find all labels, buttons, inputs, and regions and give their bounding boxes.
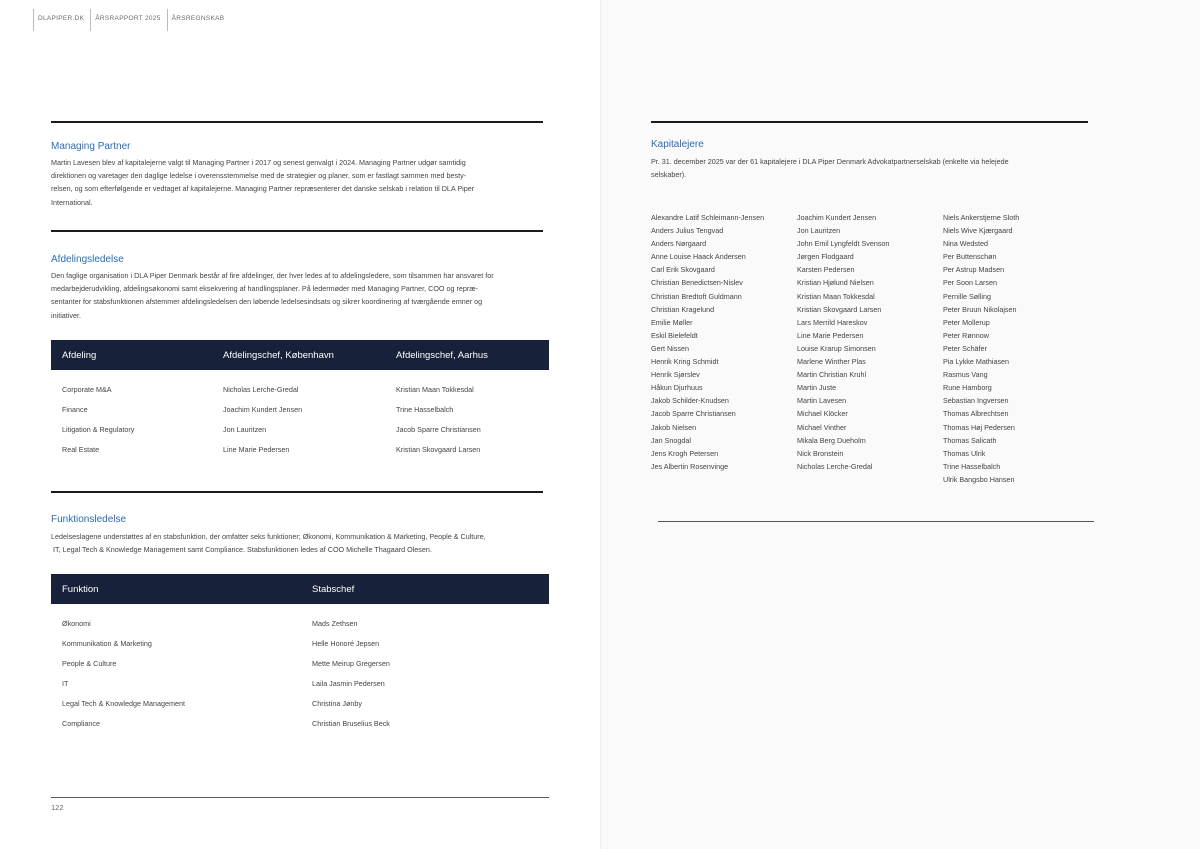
kapitalejer-name: Håkun Djurhuus — [651, 383, 703, 393]
kapitalejer-name: Martin Christian Kruhl — [797, 370, 867, 380]
kapitalejer-name: Rune Hamborg — [943, 383, 992, 393]
column-header: Afdelingschef, Aarhus — [396, 349, 488, 361]
kapitalejer-name: Jan Snogdal — [651, 435, 691, 445]
table-row: Finance Joachim Kundert Jensen Trine Hasselbalch — [62, 404, 454, 414]
table-row: Økonomi Mads Zethsen — [62, 618, 358, 628]
section-divider — [51, 121, 543, 123]
kapitalejer-name: Christian Benedictsen-Nislev — [651, 278, 743, 288]
kapitalejere-column — [943, 211, 1089, 486]
kapitalejer-name: Mikala Berg Dueholm — [797, 435, 866, 445]
kapitalejer-name: Line Marie Pedersen — [797, 330, 864, 340]
kapitalejer-name: Kristian Skovgaard Larsen — [797, 304, 882, 314]
kapitalejer-name: Kristian Maan Tokkesdal — [797, 291, 875, 301]
kapitalejer-name: Emilie Møller — [651, 317, 693, 327]
kapitalejer-name: Niels Wive Kjærgaard — [943, 226, 1013, 236]
kapitalejer-name: Peter Mollerup — [943, 317, 990, 327]
kapitalejer-name: Eskil Bielefeldt — [651, 330, 698, 340]
table-row: People & Culture Mette Meirup Gregersen — [62, 658, 390, 668]
kapitalejer-name: Michael Vinther — [797, 422, 847, 432]
table-row: Corporate M&A Nicholas Lerche-Gredal Kristian Maan Tokkesdal — [62, 384, 474, 394]
managing-partner-heading: Managing Partner — [51, 141, 131, 152]
kapitalejer-name: Martin Lavesen — [797, 396, 847, 406]
kapitalejer-name: Sebastian Ingversen — [943, 396, 1009, 406]
kapitalejere-column — [651, 211, 797, 486]
funktion-table — [51, 574, 549, 733]
page-number: 122 — [51, 803, 64, 812]
kapitalejer-name: Lars Merrild Hareskov — [797, 317, 868, 327]
kapitalejer-name: Per Astrup Madsen — [943, 265, 1005, 275]
footer-divider — [51, 797, 549, 798]
kapitalejer-name: Kristian Hjølund Nielsen — [797, 278, 874, 288]
afdelingsledelse-text: Den faglige organisation i DLA Piper Denmark består af fire afdelinger, der hver ledes af to afdelingsledere, som tilsammen har ansvaret for medarbejderudvikling, afdelingsøkonomi samt eksekvering af handlingsplaner. På ledermøder med Managing Partner, COO og repræ- sentanter for stabsfunktionen afstemmer afdelingsledelsen den løbende ledelsesindsats og sikrer koordinering af tværgående emner og initiativer. — [51, 271, 494, 320]
kapitalejer-name: Michael Klöcker — [797, 409, 848, 419]
afdeling-table — [51, 340, 549, 459]
table-row: Legal Tech & Knowledge Management Christina Jønby — [62, 698, 362, 708]
funktionsledelse-text: Ledelseslagene understøttes af en stabsfunktion, der omfatter seks funktioner; Økonomi, Kommunikation & Marketing, People & Culture, IT, Legal Tech & Knowledge Management samt Compliance. Stabsfunktionen ledes af COO Michelle Thagaard Olesen. — [51, 532, 486, 555]
kapitalejer-name: Karsten Pedersen — [797, 265, 855, 275]
kapitalejer-name: Ulrik Bangsbo Hansen — [943, 474, 1015, 484]
kapitalejere-column — [797, 211, 943, 486]
section-divider — [51, 491, 543, 493]
kapitalejer-name: Jens Krogh Petersen — [651, 448, 719, 458]
kapitalejer-name: Peter Rønnow — [943, 330, 989, 340]
kapitalejer-name: Nicholas Lerche-Gredal — [797, 461, 873, 471]
kapitalejer-name: Trine Hasselbalch — [943, 461, 1001, 471]
kapitalejer-name: Per Soon Larsen — [943, 278, 997, 288]
table-header — [51, 340, 549, 370]
section-divider — [658, 521, 1094, 522]
kapitalejer-name: Louise Krarup Simonsen — [797, 343, 876, 353]
kapitalejer-name: Jes Albertin Rosenvinge — [651, 461, 729, 471]
column-header: Afdelingschef, København — [223, 349, 334, 361]
kapitalejer-name: Christian Bredtoft Guldmann — [651, 291, 742, 301]
table-row: Litigation & Regulatory Jon Lauritzen Jacob Sparre Christiansen — [62, 424, 481, 434]
kapitalejer-name: Nina Wedsted — [943, 239, 989, 249]
section-divider — [651, 121, 1088, 123]
kapitalejer-name: Pia Lykke Mathiasen — [943, 357, 1010, 367]
managing-partner-text: Martin Lavesen blev af kapitalejerne valgt til Managing Partner i 2017 og senest genvalgt i 2024. Managing Partner udgør samtidig direktionen og varetager den daglige ledelse i overensstemmelse med de strategier og planer, som er fastlagt sammen med besty- relsen, og som efterfølgende er vedtaget af kapitalejerne. Managing Partner repræsenterer det danske selskab i relation til DLA Piper International. — [51, 158, 475, 207]
kapitalejer-name: Jacob Sparre Christiansen — [651, 409, 736, 419]
kapitalejere-text: Pr. 31. december 2025 var der 61 kapitalejere i DLA Piper Denmark Advokatpartnerselskab (enkelte via helejede selskaber). — [651, 157, 1009, 180]
kapitalejer-name: Henrik Kring Schmidt — [651, 357, 719, 367]
kapitalejer-name: Christian Kragelund — [651, 304, 715, 314]
kapitalejer-name: Jørgen Flodgaard — [797, 252, 854, 262]
kapitalejer-name: Marlene Winther Plas — [797, 357, 866, 367]
column-header: Funktion — [62, 583, 99, 595]
kapitalejer-name: Thomas Albrechtsen — [943, 409, 1009, 419]
kapitalejer-name: Pernille Sølling — [943, 291, 991, 301]
table-row: IT Laila Jasmin Pedersen — [62, 678, 385, 688]
kapitalejer-name: Niels Ankerstjerne Sloth — [943, 213, 1020, 222]
funktionsledelse-heading: Funktionsledelse — [51, 514, 127, 525]
section-divider — [51, 230, 543, 232]
kapitalejer-name: Jon Lauritzen — [797, 226, 841, 236]
table-row: Kommunikation & Marketing Helle Honoré Jepsen — [62, 638, 380, 648]
kapitalejere-heading: Kapitalejere — [651, 139, 704, 150]
kapitalejer-name: Anne Louise Haack Andersen — [651, 252, 746, 262]
kapitalejer-name: John Emil Lyngfeldt Svenson — [797, 239, 890, 249]
kapitalejer-name: Nick Bronstein — [797, 448, 844, 458]
kapitalejer-name: Peter Bruun Nikolajsen — [943, 304, 1017, 314]
kapitalejer-name: Thomas Ulrik — [943, 448, 986, 458]
column-header: Stabschef — [312, 583, 355, 595]
kapitalejer-name: Jakob Schilder-Knudsen — [651, 396, 729, 406]
table-header — [51, 574, 549, 604]
table-row: Compliance Christian Bruselius Beck — [62, 718, 390, 728]
nav-link-aarsrapport[interactable]: ÅRSRAPPORT 2025 — [90, 9, 166, 31]
table-row: Real Estate Line Marie Pedersen Kristian Skovgaard Larsen — [62, 444, 481, 454]
nav-link-dlapiper[interactable]: DLAPIPER.DK — [33, 9, 90, 31]
kapitalejer-name: Anders Julius Tengvad — [651, 226, 724, 236]
kapitalejer-name: Rasmus Vang — [943, 370, 988, 380]
kapitalejer-name: Alexandre Latif Schleimann-Jensen — [651, 213, 765, 222]
kapitalejer-name: Thomas Salicath — [943, 435, 997, 445]
kapitalejer-name: Per Buttenschøn — [943, 252, 997, 262]
kapitalejer-name: Peter Schäfer — [943, 343, 987, 353]
kapitalejer-name: Joachim Kundert Jensen — [797, 213, 877, 222]
column-header: Afdeling — [62, 349, 97, 361]
kapitalejer-name: Martin Juste — [797, 383, 837, 393]
afdelingsledelse-heading: Afdelingsledelse — [51, 254, 124, 265]
kapitalejere-list — [651, 211, 1089, 486]
nav-link-aarsregnskab[interactable]: ÅRSREGNSKAB — [167, 9, 231, 31]
kapitalejer-name: Anders Nørgaard — [651, 239, 707, 249]
kapitalejer-name: Henrik Sjørslev — [651, 370, 700, 380]
kapitalejer-name: Jakob Nielsen — [651, 422, 697, 432]
kapitalejer-name: Gert Nissen — [651, 343, 689, 353]
kapitalejer-name: Thomas Høj Pedersen — [943, 422, 1015, 432]
breadcrumb — [33, 9, 230, 31]
kapitalejer-name: Carl Erik Skovgaard — [651, 265, 715, 275]
